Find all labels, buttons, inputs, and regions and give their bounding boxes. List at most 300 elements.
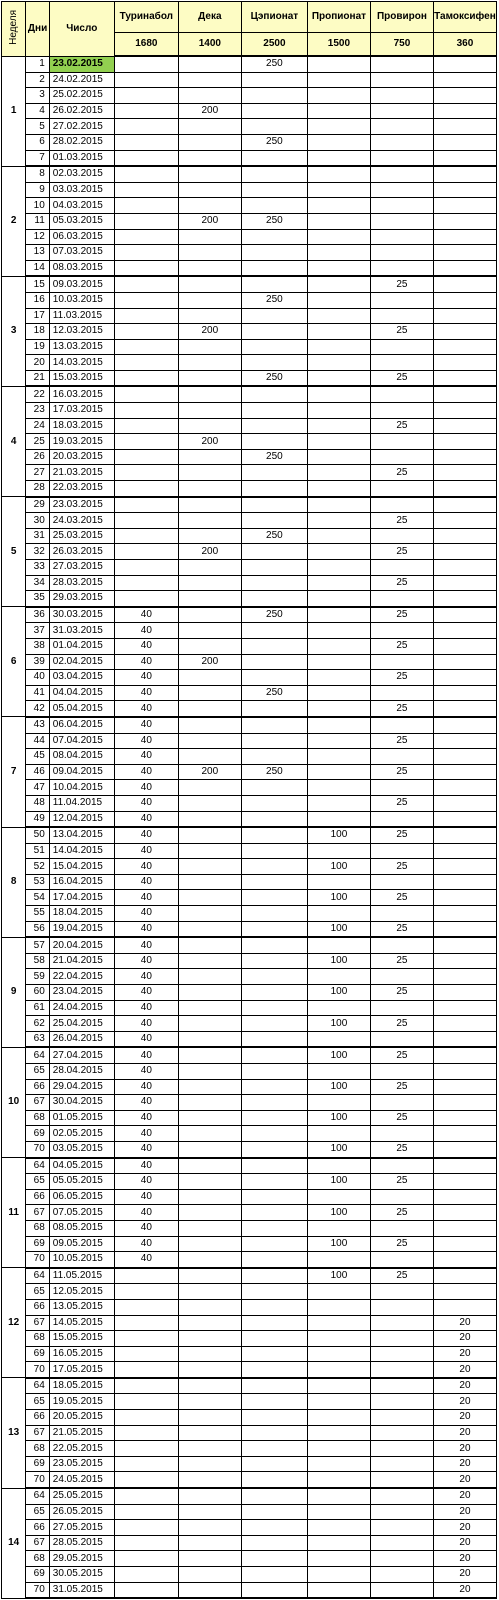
dose-cell-cypionate[interactable] bbox=[241, 88, 307, 104]
dose-cell-tamoxifen[interactable] bbox=[433, 465, 496, 481]
dose-cell-cypionate[interactable] bbox=[241, 749, 307, 765]
dose-cell-turinabol[interactable] bbox=[114, 150, 178, 166]
dose-cell-cypionate[interactable] bbox=[241, 1174, 307, 1190]
date-cell[interactable]: 05.03.2015 bbox=[49, 213, 114, 229]
dose-cell-propionate[interactable] bbox=[307, 1551, 370, 1567]
dose-cell-deca[interactable] bbox=[178, 1284, 241, 1300]
dose-cell-tamoxifen[interactable] bbox=[433, 685, 496, 701]
dose-cell-propionate[interactable] bbox=[307, 764, 370, 780]
dose-cell-propionate[interactable] bbox=[307, 182, 370, 198]
dose-cell-propionate[interactable] bbox=[307, 1410, 370, 1426]
dose-cell-propionate[interactable] bbox=[307, 560, 370, 576]
dose-cell-deca[interactable] bbox=[178, 1000, 241, 1016]
dose-cell-deca[interactable] bbox=[178, 1299, 241, 1315]
day-number-cell[interactable]: 30 bbox=[26, 513, 49, 529]
dose-cell-propionate[interactable] bbox=[307, 88, 370, 104]
dose-cell-cypionate[interactable] bbox=[241, 953, 307, 969]
dose-cell-deca[interactable] bbox=[178, 795, 241, 811]
dose-cell-cypionate[interactable] bbox=[241, 623, 307, 639]
day-number-cell[interactable]: 5 bbox=[26, 119, 49, 135]
dose-cell-deca[interactable] bbox=[178, 1551, 241, 1567]
dose-cell-tamoxifen[interactable] bbox=[433, 245, 496, 261]
dose-cell-deca[interactable] bbox=[178, 1236, 241, 1252]
dose-cell-turinabol[interactable]: 40 bbox=[114, 1205, 178, 1221]
dose-cell-propionate[interactable] bbox=[307, 874, 370, 890]
dose-cell-propionate[interactable] bbox=[307, 1582, 370, 1598]
dose-cell-propionate[interactable] bbox=[307, 292, 370, 308]
dose-cell-propionate[interactable] bbox=[307, 72, 370, 88]
dose-cell-proviron[interactable] bbox=[370, 1346, 433, 1362]
day-number-cell[interactable]: 16 bbox=[26, 292, 49, 308]
week-number-cell[interactable]: 9 bbox=[2, 937, 26, 1047]
date-cell[interactable]: 09.03.2015 bbox=[49, 276, 114, 292]
date-cell[interactable]: 31.05.2015 bbox=[49, 1582, 114, 1598]
dose-cell-tamoxifen[interactable] bbox=[433, 355, 496, 371]
day-number-cell[interactable]: 70 bbox=[26, 1141, 49, 1157]
day-number-cell[interactable]: 28 bbox=[26, 481, 49, 497]
dose-cell-tamoxifen[interactable] bbox=[433, 88, 496, 104]
dose-cell-proviron[interactable]: 25 bbox=[370, 859, 433, 875]
dose-cell-propionate[interactable] bbox=[307, 969, 370, 985]
dose-cell-turinabol[interactable]: 40 bbox=[114, 685, 178, 701]
dose-cell-turinabol[interactable]: 40 bbox=[114, 1126, 178, 1142]
dose-cell-turinabol[interactable]: 40 bbox=[114, 1064, 178, 1080]
dose-cell-tamoxifen[interactable] bbox=[433, 575, 496, 591]
dose-cell-proviron[interactable]: 25 bbox=[370, 607, 433, 623]
dose-cell-deca[interactable] bbox=[178, 701, 241, 717]
dose-cell-proviron[interactable] bbox=[370, 874, 433, 890]
date-cell[interactable]: 12.03.2015 bbox=[49, 324, 114, 340]
date-cell[interactable]: 16.04.2015 bbox=[49, 874, 114, 890]
day-number-cell[interactable]: 8 bbox=[26, 166, 49, 182]
dose-cell-propionate[interactable] bbox=[307, 150, 370, 166]
date-cell[interactable]: 26.03.2015 bbox=[49, 544, 114, 560]
day-number-cell[interactable]: 2 bbox=[26, 72, 49, 88]
dose-cell-deca[interactable] bbox=[178, 1441, 241, 1457]
dose-cell-turinabol[interactable] bbox=[114, 56, 178, 72]
date-cell[interactable]: 15.04.2015 bbox=[49, 859, 114, 875]
date-cell[interactable]: 02.04.2015 bbox=[49, 654, 114, 670]
dose-cell-cypionate[interactable] bbox=[241, 733, 307, 749]
dose-cell-cypionate[interactable] bbox=[241, 843, 307, 859]
header-col-cypionate[interactable]: Цэпионат bbox=[241, 2, 307, 33]
dose-cell-cypionate[interactable] bbox=[241, 150, 307, 166]
dose-cell-cypionate[interactable] bbox=[241, 859, 307, 875]
dose-cell-propionate[interactable] bbox=[307, 119, 370, 135]
dose-cell-propionate[interactable] bbox=[307, 607, 370, 623]
dose-cell-deca[interactable] bbox=[178, 1488, 241, 1504]
day-number-cell[interactable]: 70 bbox=[26, 1582, 49, 1598]
dose-cell-deca[interactable] bbox=[178, 260, 241, 276]
dose-cell-proviron[interactable] bbox=[370, 906, 433, 922]
dose-cell-proviron[interactable] bbox=[370, 1410, 433, 1426]
header-col-tamoxifen[interactable]: Тамоксифен bbox=[433, 2, 496, 33]
dose-cell-cypionate[interactable]: 250 bbox=[241, 764, 307, 780]
dose-cell-proviron[interactable] bbox=[370, 386, 433, 402]
dose-cell-proviron[interactable] bbox=[370, 969, 433, 985]
day-number-cell[interactable]: 35 bbox=[26, 591, 49, 607]
dose-cell-proviron[interactable] bbox=[370, 1158, 433, 1174]
dose-cell-propionate[interactable]: 100 bbox=[307, 1079, 370, 1095]
dose-cell-turinabol[interactable] bbox=[114, 308, 178, 324]
day-number-cell[interactable]: 60 bbox=[26, 985, 49, 1001]
dose-cell-deca[interactable]: 200 bbox=[178, 103, 241, 119]
dose-cell-proviron[interactable] bbox=[370, 434, 433, 450]
dose-cell-deca[interactable] bbox=[178, 1064, 241, 1080]
dose-cell-turinabol[interactable] bbox=[114, 1535, 178, 1551]
dose-cell-tamoxifen[interactable] bbox=[433, 1079, 496, 1095]
dose-cell-cypionate[interactable] bbox=[241, 780, 307, 796]
dose-cell-cypionate[interactable] bbox=[241, 1064, 307, 1080]
dose-cell-cypionate[interactable] bbox=[241, 1016, 307, 1032]
date-cell[interactable]: 30.04.2015 bbox=[49, 1095, 114, 1111]
week-number-cell[interactable]: 6 bbox=[2, 607, 26, 717]
dose-cell-deca[interactable] bbox=[178, 292, 241, 308]
dose-cell-turinabol[interactable] bbox=[114, 434, 178, 450]
day-number-cell[interactable]: 6 bbox=[26, 134, 49, 150]
total-cypionate[interactable]: 2500 bbox=[241, 33, 307, 57]
total-tamoxifen[interactable]: 360 bbox=[433, 33, 496, 57]
dose-cell-cypionate[interactable] bbox=[241, 811, 307, 827]
header-col-deca[interactable]: Дека bbox=[178, 2, 241, 33]
dose-cell-deca[interactable] bbox=[178, 339, 241, 355]
dose-cell-tamoxifen[interactable] bbox=[433, 733, 496, 749]
day-number-cell[interactable]: 61 bbox=[26, 1000, 49, 1016]
dose-cell-tamoxifen[interactable] bbox=[433, 701, 496, 717]
dose-cell-deca[interactable] bbox=[178, 1047, 241, 1063]
dose-cell-deca[interactable] bbox=[178, 1346, 241, 1362]
dose-cell-proviron[interactable] bbox=[370, 119, 433, 135]
dose-cell-proviron[interactable]: 25 bbox=[370, 985, 433, 1001]
dose-cell-proviron[interactable] bbox=[370, 1504, 433, 1520]
dose-cell-turinabol[interactable] bbox=[114, 1299, 178, 1315]
dose-cell-cypionate[interactable] bbox=[241, 1236, 307, 1252]
dose-cell-propionate[interactable] bbox=[307, 339, 370, 355]
dose-cell-cypionate[interactable] bbox=[241, 1299, 307, 1315]
dose-cell-tamoxifen[interactable] bbox=[433, 386, 496, 402]
dose-cell-turinabol[interactable] bbox=[114, 1378, 178, 1394]
dose-cell-cypionate[interactable] bbox=[241, 245, 307, 261]
dose-cell-tamoxifen[interactable] bbox=[433, 1205, 496, 1221]
dose-cell-turinabol[interactable]: 40 bbox=[114, 764, 178, 780]
day-number-cell[interactable]: 55 bbox=[26, 906, 49, 922]
dose-cell-propionate[interactable]: 100 bbox=[307, 921, 370, 937]
day-number-cell[interactable]: 67 bbox=[26, 1425, 49, 1441]
dose-cell-tamoxifen[interactable]: 20 bbox=[433, 1410, 496, 1426]
dose-cell-cypionate[interactable]: 250 bbox=[241, 607, 307, 623]
dose-cell-propionate[interactable] bbox=[307, 245, 370, 261]
dose-cell-deca[interactable] bbox=[178, 906, 241, 922]
dose-cell-tamoxifen[interactable]: 20 bbox=[433, 1394, 496, 1410]
dose-cell-cypionate[interactable] bbox=[241, 1520, 307, 1536]
dose-cell-propionate[interactable] bbox=[307, 717, 370, 733]
header-week[interactable] bbox=[2, 2, 26, 57]
date-cell[interactable]: 22.05.2015 bbox=[49, 1441, 114, 1457]
date-cell[interactable]: 20.03.2015 bbox=[49, 449, 114, 465]
dose-cell-proviron[interactable] bbox=[370, 843, 433, 859]
dose-cell-tamoxifen[interactable] bbox=[433, 1299, 496, 1315]
dose-cell-cypionate[interactable]: 250 bbox=[241, 56, 307, 72]
dose-cell-turinabol[interactable]: 40 bbox=[114, 890, 178, 906]
dose-cell-turinabol[interactable]: 40 bbox=[114, 1047, 178, 1063]
day-number-cell[interactable]: 18 bbox=[26, 324, 49, 340]
dose-cell-propionate[interactable] bbox=[307, 418, 370, 434]
date-cell[interactable]: 31.03.2015 bbox=[49, 623, 114, 639]
dose-cell-proviron[interactable] bbox=[370, 72, 433, 88]
dose-cell-propionate[interactable] bbox=[307, 497, 370, 513]
dose-cell-proviron[interactable] bbox=[370, 1456, 433, 1472]
dose-cell-turinabol[interactable] bbox=[114, 1551, 178, 1567]
dose-cell-propionate[interactable] bbox=[307, 701, 370, 717]
dose-cell-turinabol[interactable]: 40 bbox=[114, 733, 178, 749]
dose-cell-tamoxifen[interactable] bbox=[433, 213, 496, 229]
dose-cell-deca[interactable] bbox=[178, 1567, 241, 1583]
dose-cell-cypionate[interactable] bbox=[241, 103, 307, 119]
date-cell[interactable]: 07.05.2015 bbox=[49, 1205, 114, 1221]
day-number-cell[interactable]: 14 bbox=[26, 260, 49, 276]
dose-cell-tamoxifen[interactable] bbox=[433, 607, 496, 623]
dose-cell-cypionate[interactable] bbox=[241, 969, 307, 985]
dose-cell-tamoxifen[interactable] bbox=[433, 654, 496, 670]
dose-cell-turinabol[interactable] bbox=[114, 134, 178, 150]
day-number-cell[interactable]: 66 bbox=[26, 1189, 49, 1205]
date-cell[interactable]: 18.03.2015 bbox=[49, 418, 114, 434]
dose-cell-propionate[interactable]: 100 bbox=[307, 1047, 370, 1063]
date-cell[interactable]: 26.05.2015 bbox=[49, 1504, 114, 1520]
dose-cell-propionate[interactable] bbox=[307, 1362, 370, 1378]
dose-cell-tamoxifen[interactable] bbox=[433, 1189, 496, 1205]
date-cell[interactable]: 04.03.2015 bbox=[49, 198, 114, 214]
dose-cell-turinabol[interactable] bbox=[114, 292, 178, 308]
dose-cell-propionate[interactable] bbox=[307, 324, 370, 340]
dose-cell-deca[interactable] bbox=[178, 1126, 241, 1142]
dose-cell-cypionate[interactable] bbox=[241, 1456, 307, 1472]
dose-cell-proviron[interactable] bbox=[370, 1220, 433, 1236]
day-number-cell[interactable]: 9 bbox=[26, 182, 49, 198]
dose-cell-deca[interactable] bbox=[178, 1362, 241, 1378]
dose-cell-cypionate[interactable] bbox=[241, 1567, 307, 1583]
dose-cell-propionate[interactable] bbox=[307, 1000, 370, 1016]
dose-cell-proviron[interactable] bbox=[370, 1551, 433, 1567]
dose-cell-turinabol[interactable]: 40 bbox=[114, 843, 178, 859]
dose-cell-turinabol[interactable]: 40 bbox=[114, 1252, 178, 1268]
day-number-cell[interactable]: 44 bbox=[26, 733, 49, 749]
dose-cell-propionate[interactable] bbox=[307, 56, 370, 72]
date-cell[interactable]: 11.04.2015 bbox=[49, 795, 114, 811]
header-days[interactable]: Дни bbox=[26, 2, 49, 57]
day-number-cell[interactable]: 63 bbox=[26, 1031, 49, 1047]
date-cell[interactable]: 20.04.2015 bbox=[49, 937, 114, 953]
dose-cell-cypionate[interactable] bbox=[241, 985, 307, 1001]
date-cell[interactable]: 12.04.2015 bbox=[49, 811, 114, 827]
dose-cell-propionate[interactable] bbox=[307, 575, 370, 591]
day-number-cell[interactable]: 32 bbox=[26, 544, 49, 560]
dose-cell-deca[interactable] bbox=[178, 355, 241, 371]
date-cell[interactable]: 06.05.2015 bbox=[49, 1189, 114, 1205]
date-cell[interactable]: 20.05.2015 bbox=[49, 1410, 114, 1426]
dose-cell-deca[interactable] bbox=[178, 843, 241, 859]
dose-cell-proviron[interactable]: 25 bbox=[370, 953, 433, 969]
dose-cell-tamoxifen[interactable]: 20 bbox=[433, 1441, 496, 1457]
date-cell[interactable]: 07.04.2015 bbox=[49, 733, 114, 749]
dose-cell-proviron[interactable] bbox=[370, 1000, 433, 1016]
dose-cell-turinabol[interactable] bbox=[114, 276, 178, 292]
dose-cell-propionate[interactable] bbox=[307, 260, 370, 276]
dose-cell-proviron[interactable] bbox=[370, 1394, 433, 1410]
dose-cell-deca[interactable] bbox=[178, 497, 241, 513]
date-cell[interactable]: 21.04.2015 bbox=[49, 953, 114, 969]
day-number-cell[interactable]: 13 bbox=[26, 245, 49, 261]
date-cell[interactable]: 23.04.2015 bbox=[49, 985, 114, 1001]
dose-cell-cypionate[interactable] bbox=[241, 1394, 307, 1410]
dose-cell-tamoxifen[interactable] bbox=[433, 1252, 496, 1268]
dose-cell-propionate[interactable] bbox=[307, 1441, 370, 1457]
day-number-cell[interactable]: 52 bbox=[26, 859, 49, 875]
dose-cell-cypionate[interactable] bbox=[241, 1141, 307, 1157]
dose-cell-proviron[interactable] bbox=[370, 937, 433, 953]
dose-cell-tamoxifen[interactable] bbox=[433, 229, 496, 245]
week-number-cell[interactable]: 3 bbox=[2, 276, 26, 386]
date-cell[interactable]: 28.04.2015 bbox=[49, 1064, 114, 1080]
dose-cell-cypionate[interactable] bbox=[241, 560, 307, 576]
dose-cell-turinabol[interactable]: 40 bbox=[114, 607, 178, 623]
dose-cell-tamoxifen[interactable] bbox=[433, 370, 496, 386]
dose-cell-proviron[interactable] bbox=[370, 1331, 433, 1347]
dose-cell-cypionate[interactable] bbox=[241, 465, 307, 481]
dose-cell-deca[interactable] bbox=[178, 386, 241, 402]
dose-cell-cypionate[interactable]: 250 bbox=[241, 134, 307, 150]
dose-cell-tamoxifen[interactable] bbox=[433, 1031, 496, 1047]
dose-cell-tamoxifen[interactable] bbox=[433, 937, 496, 953]
week-number-cell[interactable]: 4 bbox=[2, 386, 26, 496]
date-cell[interactable]: 05.05.2015 bbox=[49, 1174, 114, 1190]
dose-cell-cypionate[interactable] bbox=[241, 481, 307, 497]
date-cell[interactable]: 28.05.2015 bbox=[49, 1535, 114, 1551]
dose-cell-turinabol[interactable] bbox=[114, 1425, 178, 1441]
date-cell[interactable]: 10.05.2015 bbox=[49, 1252, 114, 1268]
day-number-cell[interactable]: 19 bbox=[26, 339, 49, 355]
day-number-cell[interactable]: 58 bbox=[26, 953, 49, 969]
dose-cell-propionate[interactable] bbox=[307, 1535, 370, 1551]
dose-cell-tamoxifen[interactable]: 20 bbox=[433, 1315, 496, 1331]
dose-cell-proviron[interactable] bbox=[370, 150, 433, 166]
day-number-cell[interactable]: 69 bbox=[26, 1126, 49, 1142]
date-cell[interactable]: 05.04.2015 bbox=[49, 701, 114, 717]
day-number-cell[interactable]: 65 bbox=[26, 1174, 49, 1190]
dose-cell-proviron[interactable] bbox=[370, 1582, 433, 1598]
dose-cell-cypionate[interactable] bbox=[241, 591, 307, 607]
dose-cell-deca[interactable]: 200 bbox=[178, 764, 241, 780]
dose-cell-cypionate[interactable] bbox=[241, 1535, 307, 1551]
total-deca[interactable]: 1400 bbox=[178, 33, 241, 57]
dose-cell-proviron[interactable]: 25 bbox=[370, 1236, 433, 1252]
dose-cell-deca[interactable] bbox=[178, 403, 241, 419]
date-cell[interactable]: 04.05.2015 bbox=[49, 1158, 114, 1174]
dose-cell-propionate[interactable]: 100 bbox=[307, 1110, 370, 1126]
dose-cell-proviron[interactable]: 25 bbox=[370, 701, 433, 717]
date-cell[interactable]: 27.04.2015 bbox=[49, 1047, 114, 1063]
dose-cell-propionate[interactable] bbox=[307, 513, 370, 529]
date-cell[interactable]: 12.05.2015 bbox=[49, 1284, 114, 1300]
dose-cell-tamoxifen[interactable]: 20 bbox=[433, 1472, 496, 1488]
dose-cell-proviron[interactable] bbox=[370, 1252, 433, 1268]
dose-cell-propionate[interactable] bbox=[307, 434, 370, 450]
dose-cell-proviron[interactable] bbox=[370, 134, 433, 150]
dose-cell-tamoxifen[interactable]: 20 bbox=[433, 1551, 496, 1567]
dose-cell-proviron[interactable]: 25 bbox=[370, 465, 433, 481]
dose-cell-cypionate[interactable] bbox=[241, 276, 307, 292]
dose-cell-turinabol[interactable] bbox=[114, 103, 178, 119]
dose-cell-deca[interactable] bbox=[178, 575, 241, 591]
dose-cell-propionate[interactable] bbox=[307, 1252, 370, 1268]
dose-cell-propionate[interactable]: 100 bbox=[307, 827, 370, 843]
dose-cell-propionate[interactable] bbox=[307, 198, 370, 214]
date-cell[interactable]: 02.03.2015 bbox=[49, 166, 114, 182]
date-cell[interactable]: 16.03.2015 bbox=[49, 386, 114, 402]
date-cell[interactable]: 04.04.2015 bbox=[49, 685, 114, 701]
dose-cell-propionate[interactable] bbox=[307, 906, 370, 922]
week-number-cell[interactable]: 13 bbox=[2, 1378, 26, 1488]
dose-cell-deca[interactable] bbox=[178, 937, 241, 953]
dose-cell-propionate[interactable] bbox=[307, 591, 370, 607]
dose-cell-deca[interactable] bbox=[178, 1220, 241, 1236]
dose-cell-tamoxifen[interactable]: 20 bbox=[433, 1488, 496, 1504]
dose-cell-proviron[interactable]: 25 bbox=[370, 890, 433, 906]
dose-cell-proviron[interactable]: 25 bbox=[370, 764, 433, 780]
dose-cell-tamoxifen[interactable] bbox=[433, 292, 496, 308]
dose-cell-proviron[interactable] bbox=[370, 292, 433, 308]
dose-cell-cypionate[interactable] bbox=[241, 1000, 307, 1016]
dose-cell-turinabol[interactable] bbox=[114, 245, 178, 261]
dose-cell-turinabol[interactable] bbox=[114, 1504, 178, 1520]
dose-cell-proviron[interactable] bbox=[370, 182, 433, 198]
dose-cell-deca[interactable] bbox=[178, 1031, 241, 1047]
day-number-cell[interactable]: 70 bbox=[26, 1362, 49, 1378]
day-number-cell[interactable]: 69 bbox=[26, 1346, 49, 1362]
dose-cell-turinabol[interactable]: 40 bbox=[114, 1016, 178, 1032]
day-number-cell[interactable]: 29 bbox=[26, 497, 49, 513]
dose-cell-deca[interactable] bbox=[178, 638, 241, 654]
date-cell[interactable]: 19.04.2015 bbox=[49, 921, 114, 937]
date-cell[interactable]: 06.04.2015 bbox=[49, 717, 114, 733]
dose-cell-propionate[interactable]: 100 bbox=[307, 890, 370, 906]
dose-cell-propionate[interactable] bbox=[307, 544, 370, 560]
date-cell[interactable]: 26.02.2015 bbox=[49, 103, 114, 119]
dose-cell-deca[interactable] bbox=[178, 1472, 241, 1488]
day-number-cell[interactable]: 68 bbox=[26, 1331, 49, 1347]
dose-cell-tamoxifen[interactable] bbox=[433, 134, 496, 150]
date-cell[interactable]: 07.03.2015 bbox=[49, 245, 114, 261]
dose-cell-propionate[interactable] bbox=[307, 308, 370, 324]
dose-cell-turinabol[interactable]: 40 bbox=[114, 985, 178, 1001]
date-cell[interactable]: 27.03.2015 bbox=[49, 560, 114, 576]
dose-cell-tamoxifen[interactable] bbox=[433, 324, 496, 340]
dose-cell-cypionate[interactable] bbox=[241, 575, 307, 591]
dose-cell-tamoxifen[interactable] bbox=[433, 638, 496, 654]
dose-cell-tamoxifen[interactable] bbox=[433, 764, 496, 780]
date-cell[interactable]: 01.04.2015 bbox=[49, 638, 114, 654]
dose-cell-proviron[interactable] bbox=[370, 749, 433, 765]
date-cell[interactable]: 25.04.2015 bbox=[49, 1016, 114, 1032]
dose-cell-proviron[interactable] bbox=[370, 88, 433, 104]
dose-cell-deca[interactable] bbox=[178, 1189, 241, 1205]
day-number-cell[interactable]: 59 bbox=[26, 969, 49, 985]
dose-cell-proviron[interactable] bbox=[370, 308, 433, 324]
day-number-cell[interactable]: 26 bbox=[26, 449, 49, 465]
date-cell[interactable]: 14.03.2015 bbox=[49, 355, 114, 371]
day-number-cell[interactable]: 68 bbox=[26, 1551, 49, 1567]
dose-cell-cypionate[interactable] bbox=[241, 827, 307, 843]
